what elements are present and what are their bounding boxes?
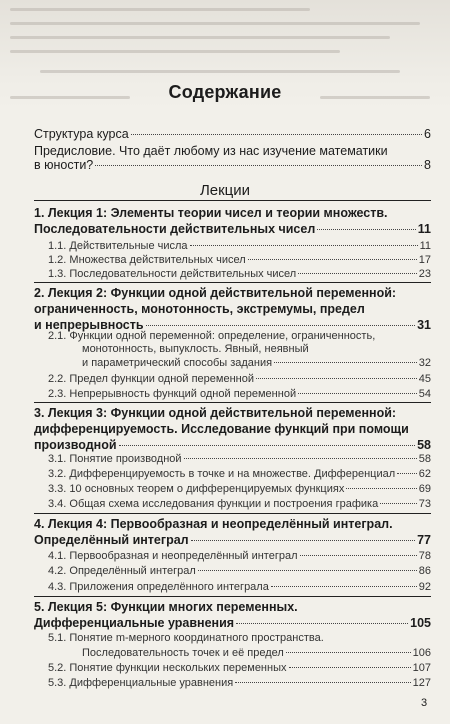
toc-entry-label: 4.1. Первообразная и неопределённый интеграл <box>48 550 298 562</box>
toc-page-number: 6 <box>424 127 431 141</box>
lecture-3-item-4[interactable] <box>48 497 431 511</box>
leader-dots <box>274 362 417 363</box>
toc-entry-label: 3.4. Общая схема исследования функции и построения графика <box>48 498 379 510</box>
lecture-2-item-1-line2[interactable]: монотонность, выпуклость. Явный, неявный <box>82 343 309 355</box>
leader-dots <box>317 229 416 230</box>
toc-entry-label: Определённый интеграл <box>34 533 189 547</box>
lecture-3-title-line1[interactable]: 3. Лекция 3: Функции одной действительной переменной: <box>34 406 397 420</box>
toc-entry-label: 4.3. Приложения определённого интеграла <box>48 581 269 593</box>
toc-entry-label: 3.1. Понятие производной <box>48 453 182 465</box>
toc-entry-preface-line1[interactable]: Предисловие. Что даёт любому из нас изучение математики <box>34 144 388 158</box>
lecture-3-item-3[interactable] <box>48 482 431 496</box>
leader-dots <box>271 586 417 587</box>
toc-entry-label: и непрерывность <box>34 318 144 332</box>
leader-dots <box>198 570 417 571</box>
lecture-1-item-3[interactable] <box>48 267 431 281</box>
toc-page-number: 11 <box>417 222 431 236</box>
divider <box>34 282 431 283</box>
toc-page-number: 58 <box>418 453 431 465</box>
leader-dots <box>298 273 417 274</box>
lecture-3-item-1[interactable] <box>48 452 431 466</box>
toc-page-number: 17 <box>418 254 431 266</box>
toc-page-number: 31 <box>417 318 431 332</box>
lecture-5-item-3[interactable] <box>48 676 431 690</box>
divider <box>34 200 431 201</box>
lecture-3-item-2[interactable] <box>48 467 431 481</box>
toc-page-number: 127 <box>412 677 431 689</box>
lecture-5-title-line1[interactable]: 5. Лекция 5: Функции многих переменных. <box>34 600 298 614</box>
lecture-4-title-line1[interactable]: 4. Лекция 4: Первообразная и неопределённый интеграл. <box>34 517 393 531</box>
leader-dots <box>191 540 415 541</box>
leader-dots <box>380 503 417 504</box>
divider <box>34 596 431 597</box>
lecture-4-item-1[interactable] <box>48 549 431 563</box>
leader-dots <box>131 134 422 135</box>
toc-entry-label: 4.2. Определённый интеграл <box>48 565 196 577</box>
leader-dots <box>256 378 417 379</box>
toc-page-number: 45 <box>418 373 431 385</box>
leader-dots <box>184 458 417 459</box>
toc-entry-label: в юности? <box>34 158 94 172</box>
toc-entry-label: 5.2. Понятие функции нескольких переменных <box>48 662 287 674</box>
lecture-5-item-1[interactable] <box>82 646 431 660</box>
divider <box>34 513 431 514</box>
toc-page-number: 8 <box>424 158 431 172</box>
lecture-5-item-1-line1[interactable]: 5.1. Понятие m-мерного координатного пространства. <box>48 632 324 644</box>
leader-dots <box>146 325 416 326</box>
lecture-1-item-1[interactable] <box>48 239 431 253</box>
toc-page-number: 54 <box>418 388 431 400</box>
toc-entry-label: 3.2. Дифференцируемость в точке и на множестве. Дифференциал <box>48 468 396 480</box>
toc-page-number: 62 <box>418 468 431 480</box>
leader-dots <box>397 473 417 474</box>
leader-dots <box>119 445 416 446</box>
lecture-4-item-3[interactable] <box>48 580 431 594</box>
toc-entry-label: производной <box>34 438 117 452</box>
leader-dots <box>346 488 416 489</box>
leader-dots <box>248 259 417 260</box>
toc-page-number: 92 <box>418 581 431 593</box>
toc-page-number: 86 <box>418 565 431 577</box>
lecture-3-entry[interactable] <box>34 438 431 452</box>
toc-entry-label: 3.3. 10 основных теорем о дифференцируемых функциях <box>48 483 345 495</box>
toc-page-number: 11 <box>419 240 431 252</box>
divider <box>34 402 431 403</box>
leader-dots <box>289 667 411 668</box>
toc-entry-label: 1.2. Множества действительных чисел <box>48 254 246 266</box>
lecture-4-entry[interactable] <box>34 533 431 547</box>
lecture-1-item-2[interactable] <box>48 253 431 267</box>
toc-entry-label: 1.1. Действительные числа <box>48 240 188 252</box>
section-heading-lectures: Лекции <box>199 182 251 199</box>
lecture-2-item-1-line1[interactable]: 2.1. Функции одной переменной: определение, ограниченность, <box>48 330 376 342</box>
toc-entry-label: и параметрический способы задания <box>82 357 273 369</box>
toc-page-number: 78 <box>418 550 431 562</box>
leader-dots <box>190 245 418 246</box>
lecture-2-title-line2[interactable]: ограниченность, монотонность, экстремумы, предел <box>34 302 365 316</box>
leader-dots <box>95 165 422 166</box>
toc-page-number: 32 <box>418 357 431 369</box>
leader-dots <box>236 623 408 624</box>
lecture-2-item-3[interactable] <box>48 387 431 401</box>
toc-entry-label: 5.3. Дифференциальные уравнения <box>48 677 234 689</box>
toc-page-number: 77 <box>417 533 431 547</box>
leader-dots <box>286 652 411 653</box>
lecture-5-entry[interactable] <box>34 616 431 630</box>
toc-entry-preface[interactable] <box>34 158 431 172</box>
toc-entry-label: Дифференциальные уравнения <box>34 616 235 630</box>
lecture-1-entry[interactable] <box>34 222 431 236</box>
lecture-2-item-1[interactable] <box>82 356 431 370</box>
toc-page-number: 73 <box>418 498 431 510</box>
toc-page-number: 69 <box>418 483 431 495</box>
toc-entry-label: Последовательность точек и её предел <box>82 647 284 659</box>
toc-page-number: 105 <box>410 616 431 630</box>
page-title: Содержание <box>168 82 282 102</box>
toc-entry-label: 1.3. Последовательности действительных чисел <box>48 268 297 280</box>
toc-entry-label: Последовательности действительных чисел <box>34 222 316 236</box>
leader-dots <box>235 682 410 683</box>
leader-dots <box>300 555 417 556</box>
toc-page-number: 23 <box>418 268 431 280</box>
lecture-5-item-2[interactable] <box>48 661 431 675</box>
toc-page-number: 107 <box>412 662 431 674</box>
lecture-3-title-line2[interactable]: дифференцируемость. Исследование функций при помощи <box>34 422 409 436</box>
lecture-2-title-line1[interactable]: 2. Лекция 2: Функции одной действительной переменной: <box>34 286 397 300</box>
lecture-1-title-line1[interactable]: 1. Лекция 1: Элементы теории чисел и теории множеств. <box>34 206 388 220</box>
lecture-4-item-2[interactable] <box>48 564 431 578</box>
leader-dots <box>298 393 417 394</box>
toc-entry-label: Структура курса <box>34 127 129 141</box>
lecture-2-item-2[interactable] <box>48 372 431 386</box>
toc-entry-structure[interactable] <box>34 127 431 141</box>
toc-page-number: 58 <box>417 438 431 452</box>
toc-entry-label: 2.2. Предел функции одной переменной <box>48 373 254 385</box>
toc-page-number: 106 <box>412 647 431 659</box>
page-number: 3 <box>421 697 428 709</box>
toc-entry-label: 2.3. Непрерывность функций одной переменной <box>48 388 297 400</box>
